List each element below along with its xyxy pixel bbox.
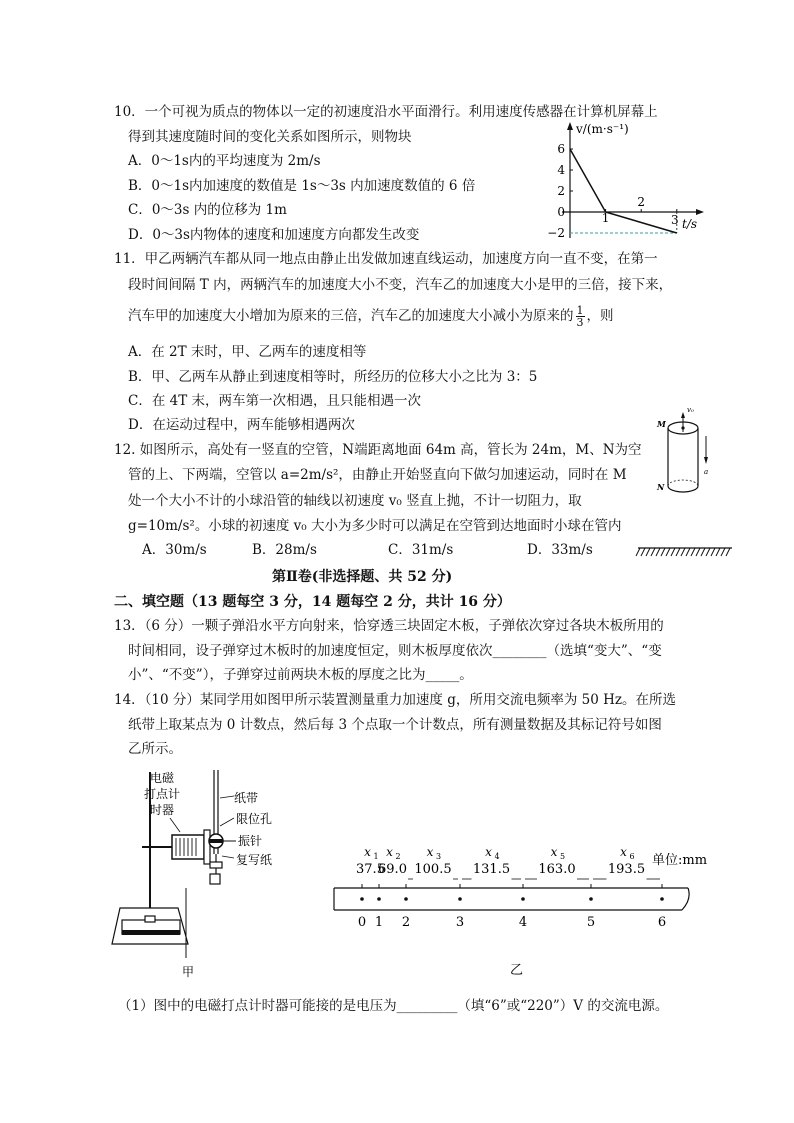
ground-hatch: [656, 548, 660, 556]
q10-stem-line2: 得到其速度随时间的变化关系如图所示，则物块: [128, 129, 412, 145]
q14-line2: 纸带上取某点为 0 计数点，然后每 3 个点取一个计数点，所有测量数据及其标记符号如图: [128, 717, 662, 733]
x-axis-arrow: [696, 209, 704, 215]
q12-stem-line1: 12. 如图所示，高处有一竖直的空管，N端距离地面 64m 高，管长为 24m，M、N为空: [114, 442, 642, 458]
graph-xlabel: t/s: [682, 217, 698, 231]
label-timer-2: 打点计: [144, 787, 181, 801]
ground-hatch: [661, 548, 665, 556]
label-needle: 振针: [238, 834, 263, 848]
label-n: N: [657, 482, 665, 492]
ground-hatch: [706, 548, 710, 556]
point-label: 2: [401, 914, 411, 930]
tape-dot: [404, 897, 408, 901]
part-two-heading: 第Ⅱ卷(非选择题、共 52 分): [272, 569, 453, 585]
point-label: 5: [586, 914, 596, 930]
q12-option-c: C．31m/s: [388, 542, 454, 558]
ground-hatch: [711, 548, 715, 556]
label-timer-3: 时器: [150, 803, 175, 817]
q10-stem-line1: 10．一个可视为质点的物体以一定的初速度沿水平面滑行。利用速度传感器在计算机屏幕上: [114, 104, 658, 120]
velocity-time-graph: [547, 120, 712, 244]
x-tick-label: 3: [670, 213, 679, 227]
segment-subscript: 3: [436, 852, 442, 861]
tape-dot: [360, 897, 364, 901]
ground-hatch: [671, 548, 675, 556]
label-v0: v₀: [687, 406, 694, 414]
q12-option-b: B．28m/s: [252, 542, 317, 558]
segment-subscript: 5: [560, 852, 566, 861]
fraction-numerator: 1: [576, 304, 584, 317]
q10-option-a: A．0～1s内的平均速度为 2m/s: [128, 153, 321, 169]
x-tick-label: 2: [637, 195, 646, 209]
point-label: 4: [518, 914, 528, 930]
label-m: M: [657, 419, 666, 429]
q11-stem-line1: 11．甲乙两辆汽车都从同一地点由静止出发做加速直线运动，加速度方向一直不变，在第一: [114, 251, 658, 267]
label-hole: 限位孔: [236, 812, 273, 826]
x-tick-label: 1: [601, 211, 610, 225]
ground-hatch: [681, 548, 685, 556]
ground-hatch: [636, 548, 640, 556]
fraction-denominator: 3: [576, 316, 584, 329]
segment-name: x: [364, 845, 371, 859]
q14-line1: 14．（10 分）某同学用如图甲所示装置测量重力加速度 g，所用交流电频率为 50 Hz。在所选: [114, 692, 676, 708]
point-label: 1: [374, 914, 384, 930]
segment-value: 131.5: [472, 862, 511, 877]
q11-option-c: C．在 4T 末，两车第一次相遇，且只能相遇一次: [128, 393, 422, 409]
unit-label: 单位:mm: [652, 853, 708, 868]
q12-stem-line2: 管的上、下两端，空管以 a=2m/s²，由静止开始竖直向下做匀加速运动，同时在 M: [128, 467, 627, 483]
q12-option-d: D．33m/s: [527, 542, 593, 558]
figure-a-caption: 甲: [182, 965, 195, 979]
segment-subscript: 6: [629, 852, 635, 861]
q12-option-a: A．30m/s: [142, 542, 207, 558]
q11-stem-line3-text: 汽车甲的加速度大小增加为原来的三倍，汽车乙的加速度大小减小为原来的: [128, 308, 574, 324]
q11-stem-line2: 段时间间隔 T 内，两辆汽车的加速度大小不变，汽车乙的加速度大小是甲的三倍，接下来，: [128, 277, 673, 293]
y-tick-label: 6: [557, 142, 565, 156]
empty-tube-figure: [636, 398, 736, 560]
y-tick-label: 0: [557, 205, 565, 219]
ground-hatch: [686, 548, 690, 556]
tape-dot: [660, 897, 664, 901]
point-label: 3: [455, 914, 465, 930]
ground-hatch: [646, 548, 650, 556]
tape-dot: [589, 897, 593, 901]
graph-ylabel: v/(m·s⁻¹): [576, 122, 629, 136]
segment-value: 193.5: [607, 862, 646, 877]
velocity-line: [570, 149, 677, 233]
q13-line2: 时间相同，设子弹穿过木板时的加速度恒定，则木板厚度依次________（选填“变大”、“变: [128, 643, 662, 659]
q10-option-b: B．0～1s内加速度的数值是 1s～3s 内加速度数值的 6 倍: [128, 178, 476, 194]
paper-tape-figure: [330, 838, 708, 980]
segment-value: 163.0: [538, 862, 576, 877]
q12-stem-line3: 处一个大小不计的小球沿管的轴线以初速度 v₀ 竖直上抛，不计一切阻力，取: [128, 493, 582, 509]
q14-line3: 乙所示。: [128, 741, 182, 757]
q11-stem-line3-end: ，则: [586, 308, 614, 324]
q12-stem-line4: g=10m/s²。小球的初速度 v₀ 大小为多少时可以满足在空管到达地面时小球在管内: [128, 518, 622, 534]
segment-name: x: [426, 845, 434, 859]
segment-subscript: 2: [395, 852, 401, 861]
tape-dot: [377, 897, 381, 901]
ground-hatch: [641, 548, 645, 556]
label-timer-1: 电磁: [150, 771, 175, 785]
segment-value: 37.5: [356, 862, 385, 877]
y-tick-label: −2: [547, 226, 565, 240]
label-carbon: 复写纸: [236, 853, 273, 867]
q10-option-d: D．0～3s内物体的速度和加速度方向都发生改变: [128, 227, 420, 243]
segment-value: 69.0: [378, 862, 407, 877]
ground-hatch: [716, 548, 720, 556]
q13-line3: 小”、“不变”），子弹穿过前两块木板的厚度之比为_____。: [128, 667, 473, 683]
q14-question-1: （1）图中的电磁打点计时器可能接的是电压为_________（填“6”或“220”）V 的交流电源。: [118, 998, 669, 1014]
segment-subscript: 4: [494, 852, 500, 861]
q13-line1: 13．（6 分）一颗子弹沿水平方向射来，恰穿透三块固定木板，子弹依次穿过各块木板所用的: [114, 618, 664, 634]
figure-b-caption: 乙: [510, 963, 524, 978]
segment-name: x: [550, 845, 558, 859]
segment-subscript: 1: [373, 852, 379, 861]
y-axis-arrow: [567, 122, 573, 130]
label-tape: 纸带: [234, 791, 259, 805]
ground-hatch: [696, 548, 700, 556]
tape-dot: [521, 897, 525, 901]
segment-value: 100.5: [414, 862, 452, 877]
q11-stem-line3: [128, 305, 614, 328]
y-tick-label: 2: [557, 184, 565, 198]
one-third-fraction: [576, 305, 585, 328]
ground-hatch: [726, 548, 730, 556]
ground-hatch: [721, 548, 725, 556]
ground-hatch: [701, 548, 705, 556]
ground-hatch: [666, 548, 670, 556]
q11-option-b: B．甲、乙两车从静止到速度相等时，所经历的位移大小之比为 3：5: [128, 369, 538, 385]
y-tick-label: 4: [557, 163, 565, 177]
label-a: a: [704, 468, 709, 476]
point-label: 0: [357, 914, 367, 930]
fill-in-heading: 二、填空题（13 题每空 3 分，14 题每空 2 分，共计 16 分）: [114, 594, 511, 610]
point-label: 6: [657, 914, 667, 930]
segment-name: x: [485, 845, 492, 859]
ground-hatch: [651, 548, 655, 556]
segment-name: x: [620, 845, 627, 859]
ground-hatch: [676, 548, 680, 556]
ground-hatch: [691, 548, 695, 556]
tape-dot: [458, 897, 462, 901]
q11-option-a: A．在 2T 末时，甲、乙两车的速度相等: [128, 344, 367, 360]
segment-name: x: [386, 845, 393, 859]
q11-option-d: D．在运动过程中，两车能够相遇两次: [128, 417, 355, 433]
q10-option-c: C．0～3s 内的位移为 1m: [128, 202, 287, 218]
apparatus-figure: [112, 768, 312, 983]
